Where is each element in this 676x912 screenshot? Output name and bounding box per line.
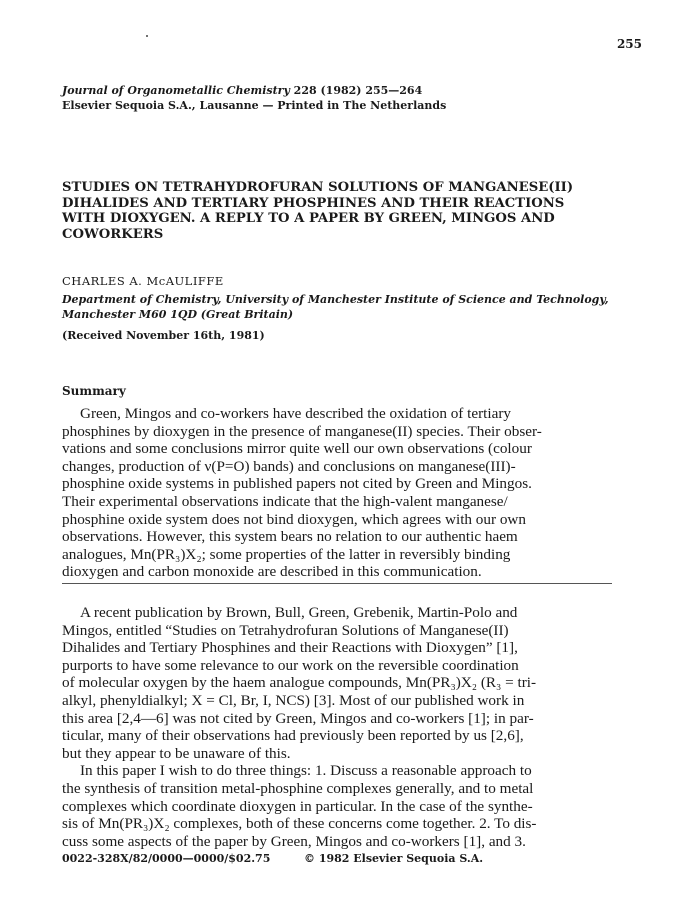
- summary-line: Their experimental observations indicate that the high-valent manganese/: [62, 492, 508, 510]
- summary-line: phosphine oxide system does not bind dioxygen, which agrees with our own: [62, 510, 526, 528]
- received-date: (Received November 16th, 1981): [62, 329, 265, 342]
- summary-line: changes, production of ν(P=O) bands) and conclusions on manganese(III)-: [62, 457, 516, 475]
- article-title: [62, 180, 612, 242]
- summary-line: observations. However, this system bears no relation to our authentic haem: [62, 528, 518, 546]
- journal-citation: [62, 83, 622, 98]
- journal-header: [62, 83, 622, 113]
- affiliation-line: Department of Chemistry, University of Manchester Institute of Science and Technology,: [62, 293, 609, 306]
- body-line: but they appear to be unaware of this.: [62, 744, 291, 762]
- body-line: sis of Mn(PR₃)X₂ complexes, both of these concerns come together. 2. To dis-: [62, 815, 537, 833]
- body-line: cuss some aspects of the paper by Green, Mingos and co-workers [1], and 3.: [62, 832, 526, 850]
- page-number: 255: [616, 37, 642, 51]
- summary-line: phosphine oxide systems in published papers not cited by Green and Mingos.: [62, 475, 532, 493]
- summary-line: dioxygen and carbon monoxide are described in this communication.: [62, 563, 482, 581]
- body-line: the synthesis of transition metal-phosphine complexes generally, and to metal: [62, 779, 534, 797]
- body-line: Mingos, entitled “Studies on Tetrahydrofuran Solutions of Manganese(II): [62, 621, 509, 639]
- article-code: 0022-328X/82/0000—0000/$02.75: [62, 852, 271, 865]
- publisher-line: Elsevier Sequoia S.A., Lausanne — Printed in The Netherlands: [62, 99, 447, 112]
- affiliation-line: Manchester M60 1QD (Great Britain): [62, 307, 294, 321]
- title-line: STUDIES ON TETRAHYDROFURAN SOLUTIONS OF MANGANESE(II): [62, 180, 574, 195]
- journal-volume: 228 (1982) 255—264: [289, 84, 423, 97]
- summary-paragraph: [62, 405, 622, 581]
- body-line: of molecular oxygen by the haem analogue compounds, Mn(PR₃)X₂ (R₃ = tri-: [62, 674, 537, 692]
- body-line: ticular, many of their observations had previously been reported by us [2,6],: [62, 727, 524, 745]
- author-name: CHARLES A. McAULIFFE: [62, 274, 224, 288]
- author-affiliation: [62, 293, 642, 322]
- title-line: COWORKERS: [62, 226, 164, 242]
- summary-line: vations and some conclusions mirror quite well our own observations (colour: [62, 440, 532, 458]
- section-divider: [62, 583, 612, 584]
- body-text: [62, 604, 622, 850]
- journal-name: Journal of Organometallic Chemistry: [62, 84, 290, 97]
- body-line: alkyl, phenyldialkyl; X = Cl, Br, I, NCS) [3]. Most of our published work in: [62, 691, 525, 709]
- body-line: Dihalides and Tertiary Phosphines and their Reactions with Dioxygen” [1],: [62, 639, 518, 657]
- body-line: complexes which coordinate dioxygen in particular. In the case of the synthe-: [62, 797, 533, 815]
- scan-speck: [146, 35, 148, 37]
- summary-line: phosphines by dioxygen in the presence of manganese(II) species. Their obser-: [62, 422, 542, 440]
- title-line: DIHALIDES AND TERTIARY PHOSPHINES AND THEIR REACTIONS: [62, 195, 565, 211]
- body-line: this area [2,4—6] was not cited by Green, Mingos and co-workers [1]; in par-: [62, 709, 534, 727]
- body-line: In this paper I wish to do three things: 1. Discuss a reasonable approach to: [80, 762, 532, 780]
- summary-line: analogues, Mn(PR₃)X₂; some properties of the latter in reversibly binding: [62, 545, 511, 563]
- title-line: WITH DIOXYGEN. A REPLY TO A PAPER BY GREEN, MINGOS AND: [62, 211, 555, 226]
- body-line: A recent publication by Brown, Bull, Green, Grebenik, Martin-Polo and: [80, 604, 518, 621]
- body-line: purports to have some relevance to our work on the reversible coordination: [62, 656, 519, 674]
- summary-line: Green, Mingos and co-workers have described the oxidation of tertiary: [80, 405, 512, 422]
- summary-heading: Summary: [62, 384, 126, 398]
- copyright-notice: © 1982 Elsevier Sequoia S.A.: [304, 852, 484, 865]
